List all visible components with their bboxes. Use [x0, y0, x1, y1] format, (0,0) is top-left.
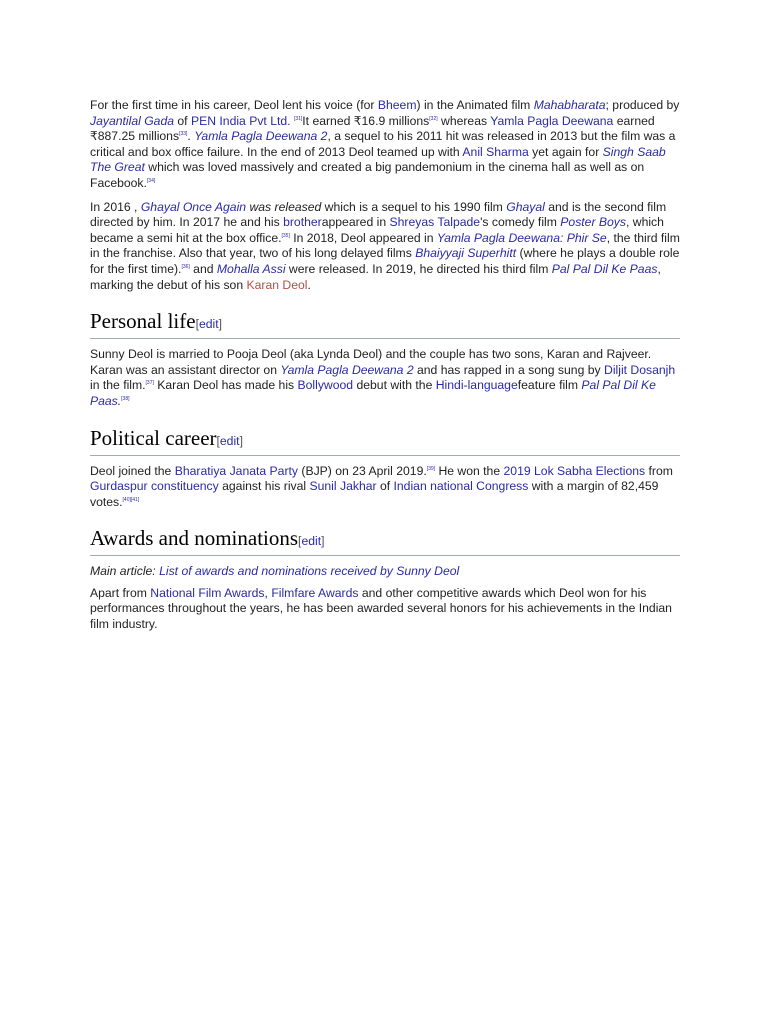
heading-text: Personal life — [90, 309, 196, 334]
citation-40-41[interactable]: [40][41] — [122, 496, 140, 503]
text: , the third film in the franchise. Also that year, two of his long delayed films — [90, 230, 680, 261]
text: (BJP) on 23 April 2019. — [298, 463, 427, 478]
text: . — [307, 277, 311, 292]
main-article-note — [90, 564, 680, 580]
paragraph-career-2 — [90, 200, 680, 294]
edit-link-awards[interactable]: edit — [301, 534, 322, 549]
text: In 2016 , — [90, 199, 141, 214]
text: Deol joined the — [90, 463, 175, 478]
citation-38[interactable]: [38] — [121, 395, 130, 402]
link-text: Yamla Pagla Deewana: Phir Se — [436, 230, 607, 245]
link-text: Mohalla Assi — [216, 261, 286, 276]
main-article-label: Main article: — [90, 564, 160, 579]
text: earned ₹887.25 millions — [90, 113, 655, 144]
text: was released — [246, 199, 322, 214]
text: appeared in — [321, 215, 390, 230]
text: in the film. — [90, 378, 146, 393]
text: . — [117, 393, 122, 408]
text: debut with the — [353, 378, 436, 393]
edit-bracket: ] — [218, 317, 222, 332]
text: . — [187, 129, 195, 144]
text: (where he plays a double role for the first time). — [90, 246, 680, 276]
link-main-article-awards[interactable]: List of awards and nominations received by Sunny Deol — [159, 564, 460, 579]
paragraph-personal — [90, 347, 680, 409]
link-text: Poster Boys — [560, 215, 626, 230]
link-bjp[interactable]: Bharatiya Janata Party — [174, 463, 299, 478]
citation-39[interactable]: [39] — [426, 465, 436, 472]
citation-33[interactable]: [33] — [179, 131, 188, 138]
heading-political-career — [90, 426, 680, 456]
text: Sunny Deol is married to Pooja Deol (aka Lynda Deol) and the couple has two sons, Karan and Rajveer. Karan was an assistant director on — [90, 347, 652, 377]
link-text: Singh Saab The Great — [90, 144, 666, 175]
text: which was loved massively and created a big pandemonium in the cinema hall as well as on Facebook. — [90, 160, 645, 190]
link-jayantilal-gada[interactable] — [90, 114, 174, 128]
text: of — [174, 113, 191, 128]
link-bollywood[interactable]: Bollywood — [297, 378, 354, 393]
text: 's comedy film — [480, 215, 561, 230]
link-bhaiyyaji-superhitt[interactable] — [415, 246, 516, 260]
text: with a margin of 82,459 votes. — [90, 479, 659, 509]
link-filmfare-awards[interactable]: Filmfare Awards — [271, 585, 359, 600]
citation-35[interactable]: [35] — [281, 232, 290, 239]
edit-bracket: [ — [216, 433, 220, 448]
link-text: Ghayal — [506, 199, 545, 214]
link-text: Pal Pal Dil Ke Paas — [90, 378, 656, 408]
text: For the first time in his career, Deol lent his voice (for — [90, 98, 378, 112]
edit-bracket: [ — [195, 317, 199, 332]
citation-34[interactable]: [34] — [146, 177, 156, 184]
link-text: Bhaiyyaji Superhitt — [415, 246, 517, 261]
text: yet again for — [528, 144, 603, 159]
text: In 2018, Deol appeared in — [289, 230, 437, 245]
link-sunil-jakhar[interactable]: Sunil Jakhar — [309, 479, 377, 494]
text: ; produced by — [605, 98, 680, 112]
link-brother[interactable]: brother — [283, 215, 322, 230]
heading-personal-life — [90, 309, 680, 339]
link-text: Jayantilal Gada — [90, 113, 175, 128]
link-bheem[interactable]: Bheem — [377, 98, 417, 112]
link-indian-national-congress[interactable]: Indian national Congress — [393, 479, 529, 494]
link-poster-boys[interactable] — [560, 215, 626, 229]
link-karan-deol[interactable]: Karan Deol — [246, 277, 308, 292]
heading-awards — [90, 526, 680, 556]
edit-bracket: ] — [321, 534, 325, 549]
edit-link-political-career[interactable]: edit — [219, 433, 240, 448]
citation-36[interactable]: [36] — [181, 263, 190, 270]
paragraph-awards — [90, 586, 680, 633]
link-yamla-pagla-deewana[interactable]: Yamla Pagla Deewana — [490, 113, 614, 128]
text: and other competitive awards which Deol won for his performances throughout the years, he has been awarded several honors for his achievements in the Indian film industry. — [90, 585, 672, 632]
link-yamla-pagla-deewana-2[interactable] — [194, 129, 327, 143]
link-ghayal[interactable] — [506, 200, 545, 214]
citation-37[interactable]: [37] — [145, 380, 154, 387]
text: , — [264, 585, 272, 600]
text: were released. In 2019, he directed his third film — [285, 261, 552, 276]
edit-bracket: ] — [239, 433, 243, 448]
heading-text: Political career — [90, 425, 217, 450]
text: whereas — [437, 113, 491, 128]
link-ghayal-once-again[interactable] — [141, 200, 246, 214]
text: of — [376, 479, 394, 494]
link-text: Pal Pal Dil Ke Paas — [551, 261, 658, 276]
link-pen-india[interactable]: PEN India Pvt Ltd. — [190, 113, 291, 128]
link-gurdaspur[interactable]: Gurdaspur constituency — [90, 479, 219, 494]
link-yamla-pagla-deewana-2[interactable] — [280, 363, 413, 377]
text: He won the — [435, 463, 504, 478]
text: ) in the Animated film — [416, 98, 534, 112]
text: It earned ₹16.9 millions — [302, 113, 430, 128]
text: against his rival — [218, 479, 310, 494]
link-anil-sharma[interactable]: Anil Sharma — [462, 144, 529, 159]
link-lok-sabha-elections[interactable]: 2019 Lok Sabha Elections — [503, 463, 646, 478]
citation-32[interactable]: [32] — [429, 115, 438, 122]
link-mahabharata[interactable] — [534, 98, 606, 112]
link-pal-pal-dil-ke-paas[interactable] — [552, 262, 658, 276]
text: and — [189, 261, 217, 276]
citation-31[interactable]: [31] — [293, 115, 303, 122]
edit-bracket: [ — [298, 534, 302, 549]
link-national-film-awards[interactable]: National Film Awards — [150, 585, 265, 600]
heading-text: Awards and nominations — [90, 526, 299, 551]
link-ypd-phir-se[interactable] — [437, 231, 607, 245]
link-hindi-language[interactable]: Hindi-language — [435, 378, 518, 393]
edit-link-personal-life[interactable]: edit — [198, 317, 219, 332]
article-body — [90, 98, 680, 641]
text: from — [645, 463, 673, 478]
link-text: Ghayal Once Again — [140, 199, 247, 214]
text: , marking the debut of his son — [90, 261, 661, 292]
text: Apart from — [90, 585, 151, 600]
link-mohalla-assi[interactable] — [217, 262, 286, 276]
paragraph-career-1 — [90, 98, 680, 192]
paragraph-political — [90, 464, 680, 511]
text: , a sequel to his 2011 hit was released in 2013 but the film was a critical and box office failure. In the end of 2013 Deol teamed up with — [90, 129, 676, 159]
link-text: Yamla Pagla Deewana 2 — [194, 129, 328, 144]
link-text: Yamla Pagla Deewana 2 — [280, 362, 414, 377]
text: and is the second film directed by him. In 2017 he and his — [90, 199, 667, 230]
link-diljit-dosanjh[interactable]: Diljit Dosanjh — [604, 362, 676, 377]
text: Karan Deol has made his — [153, 378, 298, 393]
text: , which became a semi hit at the box office. — [90, 215, 664, 245]
text: which is a sequel to his 1990 film — [321, 199, 507, 214]
link-shreyas-talpade[interactable]: Shreyas Talpade — [389, 215, 481, 230]
link-text: Mahabharata — [533, 98, 606, 112]
text: feature film — [517, 378, 582, 393]
text: and has rapped in a song sung by — [413, 362, 605, 377]
